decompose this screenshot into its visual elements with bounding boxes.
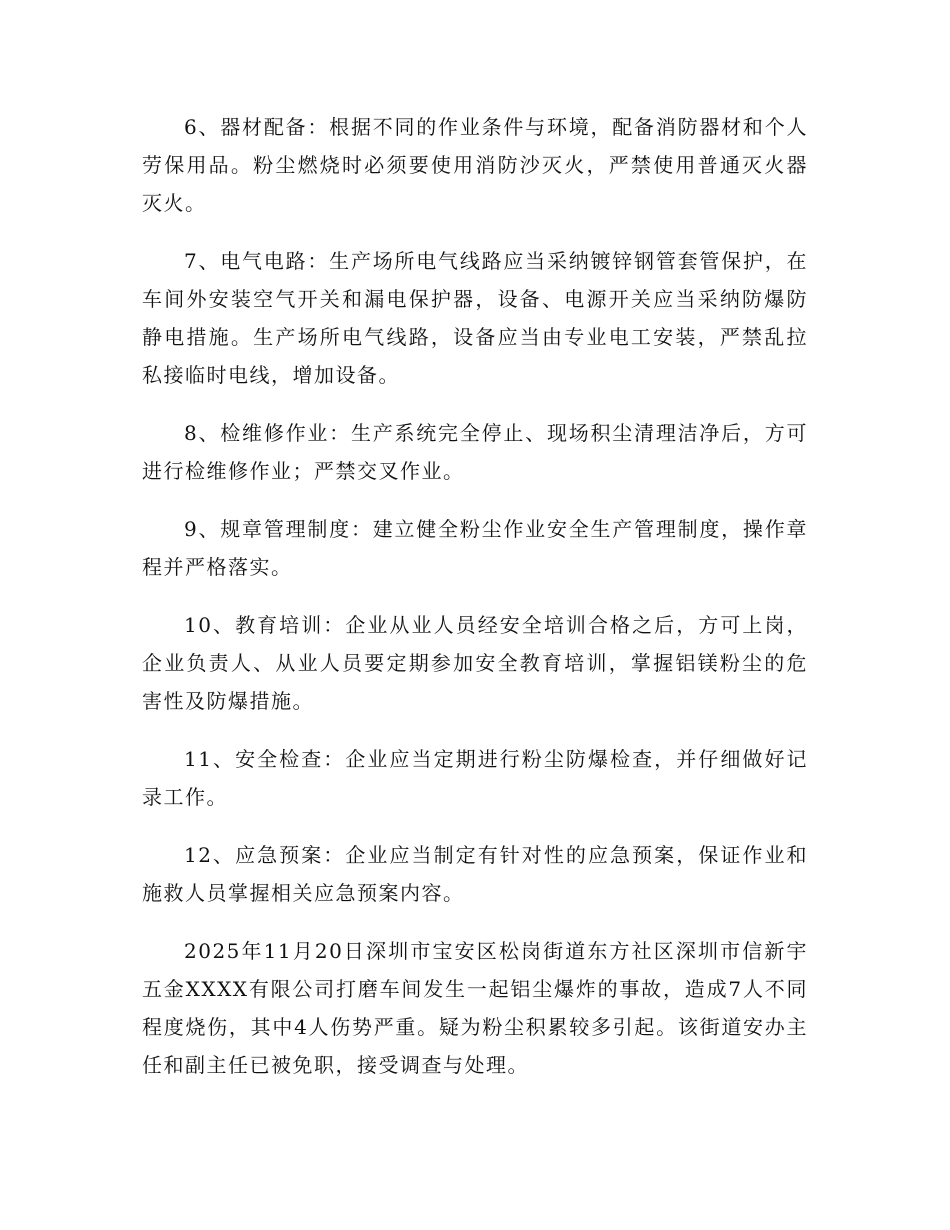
document-body: [142, 108, 808, 1104]
paragraph-training: 10、教育培训：企业从业人员经安全培训合格之后，方可上岗，企业负责人、从业人员要定期参加安全教育培训，掌握铝镁粉尘的危害性及防爆措施。: [142, 613, 808, 713]
paragraph-maintenance: 8、检维修作业：生产系统完全停止、现场积尘清理洁净后，方可进行检维修作业；严禁交叉作业。: [142, 421, 808, 483]
paragraph-equipment: 6、器材配备：根据不同的作业条件与环境，配备消防器材和个人劳保用品。粉尘燃烧时必须要使用消防沙灭火，严禁使用普通灭火器灭火。: [142, 115, 808, 215]
paragraph-incident: 2025年11月20日深圳市宝安区松岗街道东方社区深圳市信新宇五金XXXX有限公司打磨车间发生一起铝尘爆炸的事故，造成7人不同程度烧伤，其中4人伤势严重。疑为粉尘积累较多引起。该街道安办主任和副主任已被免职，接受调查与处理。: [142, 939, 808, 1077]
paragraph-inspection: 11、安全检查：企业应当定期进行粉尘防爆检查，并仔细做好记录工作。: [142, 747, 808, 809]
paragraph-emergency-plan: 12、应急预案：企业应当制定有针对性的应急预案，保证作业和施救人员掌握相关应急预案内容。: [142, 843, 808, 905]
paragraph-regulations: 9、规章管理制度：建立健全粉尘作业安全生产管理制度，操作章程并严格落实。: [142, 517, 808, 579]
paragraph-electrical: 7、电气电路：生产场所电气线路应当采纳镀锌钢管套管保护，在车间外安装空气开关和漏电保护器，设备、电源开关应当采纳防爆防静电措施。生产场所电气线路，设备应当由专业电工安装，严禁乱拉私接临时电线，增加设备。: [142, 249, 808, 387]
